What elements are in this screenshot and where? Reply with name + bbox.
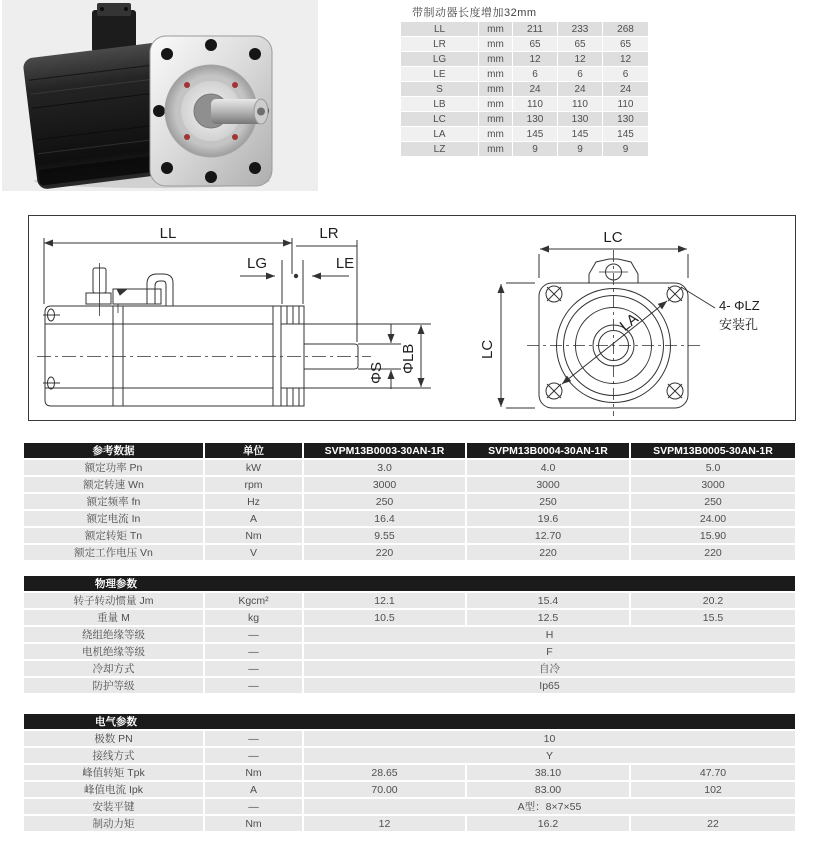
dim-table-row — [401, 52, 649, 67]
col-header-model-2: SVPM13B0004-30AN-1R — [466, 442, 630, 459]
spec-table-row — [23, 730, 796, 747]
table-cell: 额定工作电压 Vn — [23, 544, 204, 561]
mount-hole-note-line1: 4- ΦLZ — [719, 298, 760, 313]
spec-table-row — [23, 798, 796, 815]
table-cell: kg — [204, 609, 303, 626]
dim-table-row — [401, 142, 649, 157]
table-cell: 250 — [466, 493, 630, 510]
table-cell: 冷却方式 — [23, 660, 204, 677]
table-cell: 安装平键 — [23, 798, 204, 815]
physical-params-table — [22, 574, 797, 695]
table-cell: 250 — [630, 493, 796, 510]
dim-table-row — [401, 22, 649, 37]
table-cell: LZ — [401, 142, 479, 157]
table-cell: 102 — [630, 781, 796, 798]
spec-table-row — [23, 510, 796, 527]
table-cell: 65 — [558, 37, 603, 52]
dim-label-lc-side: LC — [479, 339, 496, 359]
spec-table-row — [23, 527, 796, 544]
col-header-unit: 单位 — [204, 442, 303, 459]
table-cell: — — [204, 747, 303, 764]
dim-label-lc-top: LC — [603, 229, 623, 246]
spec-table-row — [23, 677, 796, 694]
table-cell: 6 — [513, 67, 558, 82]
table-cell: 211 — [513, 22, 558, 37]
motor-shaft — [211, 99, 268, 124]
table-cell: 220 — [303, 544, 466, 561]
table-cell: 电机绝缘等级 — [23, 643, 204, 660]
motor-photo — [2, 0, 318, 191]
table-cell: 自冷 — [303, 660, 796, 677]
table-cell: 16.4 — [303, 510, 466, 527]
table-cell: Hz — [204, 493, 303, 510]
dim-table-row — [401, 82, 649, 97]
spec-table-row — [23, 476, 796, 493]
table-cell: 3000 — [303, 476, 466, 493]
table-cell: 12 — [603, 52, 649, 67]
table-cell: 110 — [513, 97, 558, 112]
table-cell: 制动力矩 — [23, 815, 204, 832]
table-cell: rpm — [204, 476, 303, 493]
section-title-physical: 物理参数 — [95, 578, 137, 590]
dim-label-le: LE — [335, 255, 355, 272]
table-cell: 268 — [603, 22, 649, 37]
table-cell: 24 — [513, 82, 558, 97]
table-cell: — — [204, 730, 303, 747]
table-cell: 65 — [603, 37, 649, 52]
table-cell: 110 — [558, 97, 603, 112]
dim-label-phi-s: ΦS — [368, 362, 385, 384]
table-cell: 28.65 — [303, 764, 466, 781]
table-cell: mm — [479, 142, 513, 157]
table-cell: 16.2 — [466, 815, 630, 832]
table-cell: 250 — [303, 493, 466, 510]
side-view-lines — [37, 263, 371, 406]
table-cell: 130 — [513, 112, 558, 127]
table-cell: 额定功率 Pn — [23, 459, 204, 476]
table-cell: 3000 — [630, 476, 796, 493]
table-cell: 15.5 — [630, 609, 796, 626]
table-cell: Nm — [204, 764, 303, 781]
front-view-lines — [527, 250, 701, 416]
col-header-param: 参考数据 — [23, 442, 204, 459]
table-cell: 6 — [558, 67, 603, 82]
table-cell: 130 — [558, 112, 603, 127]
table-cell: A — [204, 781, 303, 798]
table-cell: V — [204, 544, 303, 561]
table-cell: — — [204, 798, 303, 815]
table-cell: 15.90 — [630, 527, 796, 544]
table-cell: mm — [479, 112, 513, 127]
table-cell: 额定转速 Wn — [23, 476, 204, 493]
motor-connector — [92, 3, 136, 52]
table-cell: Nm — [204, 815, 303, 832]
col-header-model-3: SVPM13B0005-30AN-1R — [630, 442, 796, 459]
table-cell: 接线方式 — [23, 747, 204, 764]
table-cell: 9.55 — [303, 527, 466, 544]
spec-table-row — [23, 815, 796, 832]
electrical-params-table — [22, 712, 797, 833]
table-cell: 峰值电流 Ipk — [23, 781, 204, 798]
table-cell: 9 — [603, 142, 649, 157]
table-cell: Y — [303, 747, 796, 764]
table-cell: 5.0 — [630, 459, 796, 476]
table-cell: 233 — [558, 22, 603, 37]
table-cell: 3000 — [466, 476, 630, 493]
table-cell: 145 — [603, 127, 649, 142]
table-cell: 额定频率 fn — [23, 493, 204, 510]
section-title-electrical: 电气参数 — [95, 716, 137, 728]
spec-table-row — [23, 459, 796, 476]
table-cell: 20.2 — [630, 592, 796, 609]
table-cell: 12.5 — [466, 609, 630, 626]
table-cell: 70.00 — [303, 781, 466, 798]
table-cell: 12 — [513, 52, 558, 67]
dim-table-row — [401, 127, 649, 142]
table-cell: Ip65 — [303, 677, 796, 694]
dim-table-row — [401, 37, 649, 52]
table-cell: LE — [401, 67, 479, 82]
spec-table-row — [23, 592, 796, 609]
dim-table-row — [401, 67, 649, 82]
table-cell: 220 — [466, 544, 630, 561]
table-cell: 130 — [603, 112, 649, 127]
physical-table-header-row — [23, 575, 796, 592]
electrical-table-header-row — [23, 713, 796, 730]
table-cell: mm — [479, 82, 513, 97]
table-cell: A — [204, 510, 303, 527]
dim-label-lg: LG — [246, 255, 268, 272]
table-cell: 额定转矩 Tn — [23, 527, 204, 544]
table-cell: 22 — [630, 815, 796, 832]
col-header-model-1: SVPM13B0003-30AN-1R — [303, 442, 466, 459]
spec-table-row — [23, 660, 796, 677]
dim-table-row — [401, 97, 649, 112]
table-cell: 38.10 — [466, 764, 630, 781]
table-cell: LC — [401, 112, 479, 127]
spec-table-row — [23, 544, 796, 561]
table-cell: 12 — [303, 815, 466, 832]
table-cell: 24.00 — [630, 510, 796, 527]
spec-table-row — [23, 609, 796, 626]
dim-label-lr: LR — [319, 225, 339, 242]
table-cell: 重量 M — [23, 609, 204, 626]
table-cell: 15.4 — [466, 592, 630, 609]
dim-label-phi-lb: ΦLB — [400, 343, 417, 374]
table-cell: LA — [401, 127, 479, 142]
table-cell: 10 — [303, 730, 796, 747]
dimension-table — [400, 21, 649, 157]
table-cell: 19.6 — [466, 510, 630, 527]
dim-label-ll: LL — [159, 225, 177, 242]
table-cell: 峰值转矩 Tpk — [23, 764, 204, 781]
table-cell: 12.1 — [303, 592, 466, 609]
table-cell: 12.70 — [466, 527, 630, 544]
table-cell: mm — [479, 127, 513, 142]
table-cell: 防护等级 — [23, 677, 204, 694]
reference-table-header-row — [23, 442, 796, 459]
table-cell: 24 — [558, 82, 603, 97]
table-cell: — — [204, 643, 303, 660]
front-view-dimensions — [501, 249, 715, 408]
table-cell: LL — [401, 22, 479, 37]
table-cell: — — [204, 626, 303, 643]
spec-table-row — [23, 781, 796, 798]
mount-hole-note-line2: 安装孔 — [719, 317, 759, 332]
table-cell: H — [303, 626, 796, 643]
table-cell: 额定电流 In — [23, 510, 204, 527]
spec-table-row — [23, 626, 796, 643]
dim-label-la: LA — [616, 310, 642, 335]
table-cell: — — [204, 677, 303, 694]
product-photo-panel — [2, 0, 318, 191]
table-cell: mm — [479, 22, 513, 37]
table-cell: LG — [401, 52, 479, 67]
spec-table-row — [23, 493, 796, 510]
spec-table-row — [23, 764, 796, 781]
table-cell: 3.0 — [303, 459, 466, 476]
table-cell: F — [303, 643, 796, 660]
dimension-drawing — [29, 216, 797, 422]
table-cell: 83.00 — [466, 781, 630, 798]
table-cell: 110 — [603, 97, 649, 112]
table-cell: 9 — [558, 142, 603, 157]
table-cell: 10.5 — [303, 609, 466, 626]
table-cell: LR — [401, 37, 479, 52]
table-cell: kW — [204, 459, 303, 476]
table-cell: mm — [479, 37, 513, 52]
spec-table-row — [23, 643, 796, 660]
dim-table-row — [401, 112, 649, 127]
table-cell: — — [204, 660, 303, 677]
table-cell: Nm — [204, 527, 303, 544]
table-cell: 9 — [513, 142, 558, 157]
table-cell: 145 — [558, 127, 603, 142]
table-cell: 145 — [513, 127, 558, 142]
brake-length-note: 带制动器长度增加32mm — [412, 7, 537, 19]
table-cell: mm — [479, 67, 513, 82]
table-cell: 24 — [603, 82, 649, 97]
table-cell: A型：8×7×55 — [303, 798, 796, 815]
table-cell: Kgcm² — [204, 592, 303, 609]
table-cell: mm — [479, 52, 513, 67]
spec-table-row — [23, 747, 796, 764]
table-cell: 转子转动惯量 Jm — [23, 592, 204, 609]
dimension-drawing-box — [28, 215, 796, 421]
table-cell: 极数 PN — [23, 730, 204, 747]
table-cell: mm — [479, 97, 513, 112]
table-cell: 6 — [603, 67, 649, 82]
table-cell: LB — [401, 97, 479, 112]
table-cell: 12 — [558, 52, 603, 67]
table-cell: 47.70 — [630, 764, 796, 781]
table-cell: 220 — [630, 544, 796, 561]
table-cell: 绕组绝缘等级 — [23, 626, 204, 643]
table-cell: 65 — [513, 37, 558, 52]
table-cell: S — [401, 82, 479, 97]
table-cell: 4.0 — [466, 459, 630, 476]
reference-data-table — [22, 441, 797, 562]
